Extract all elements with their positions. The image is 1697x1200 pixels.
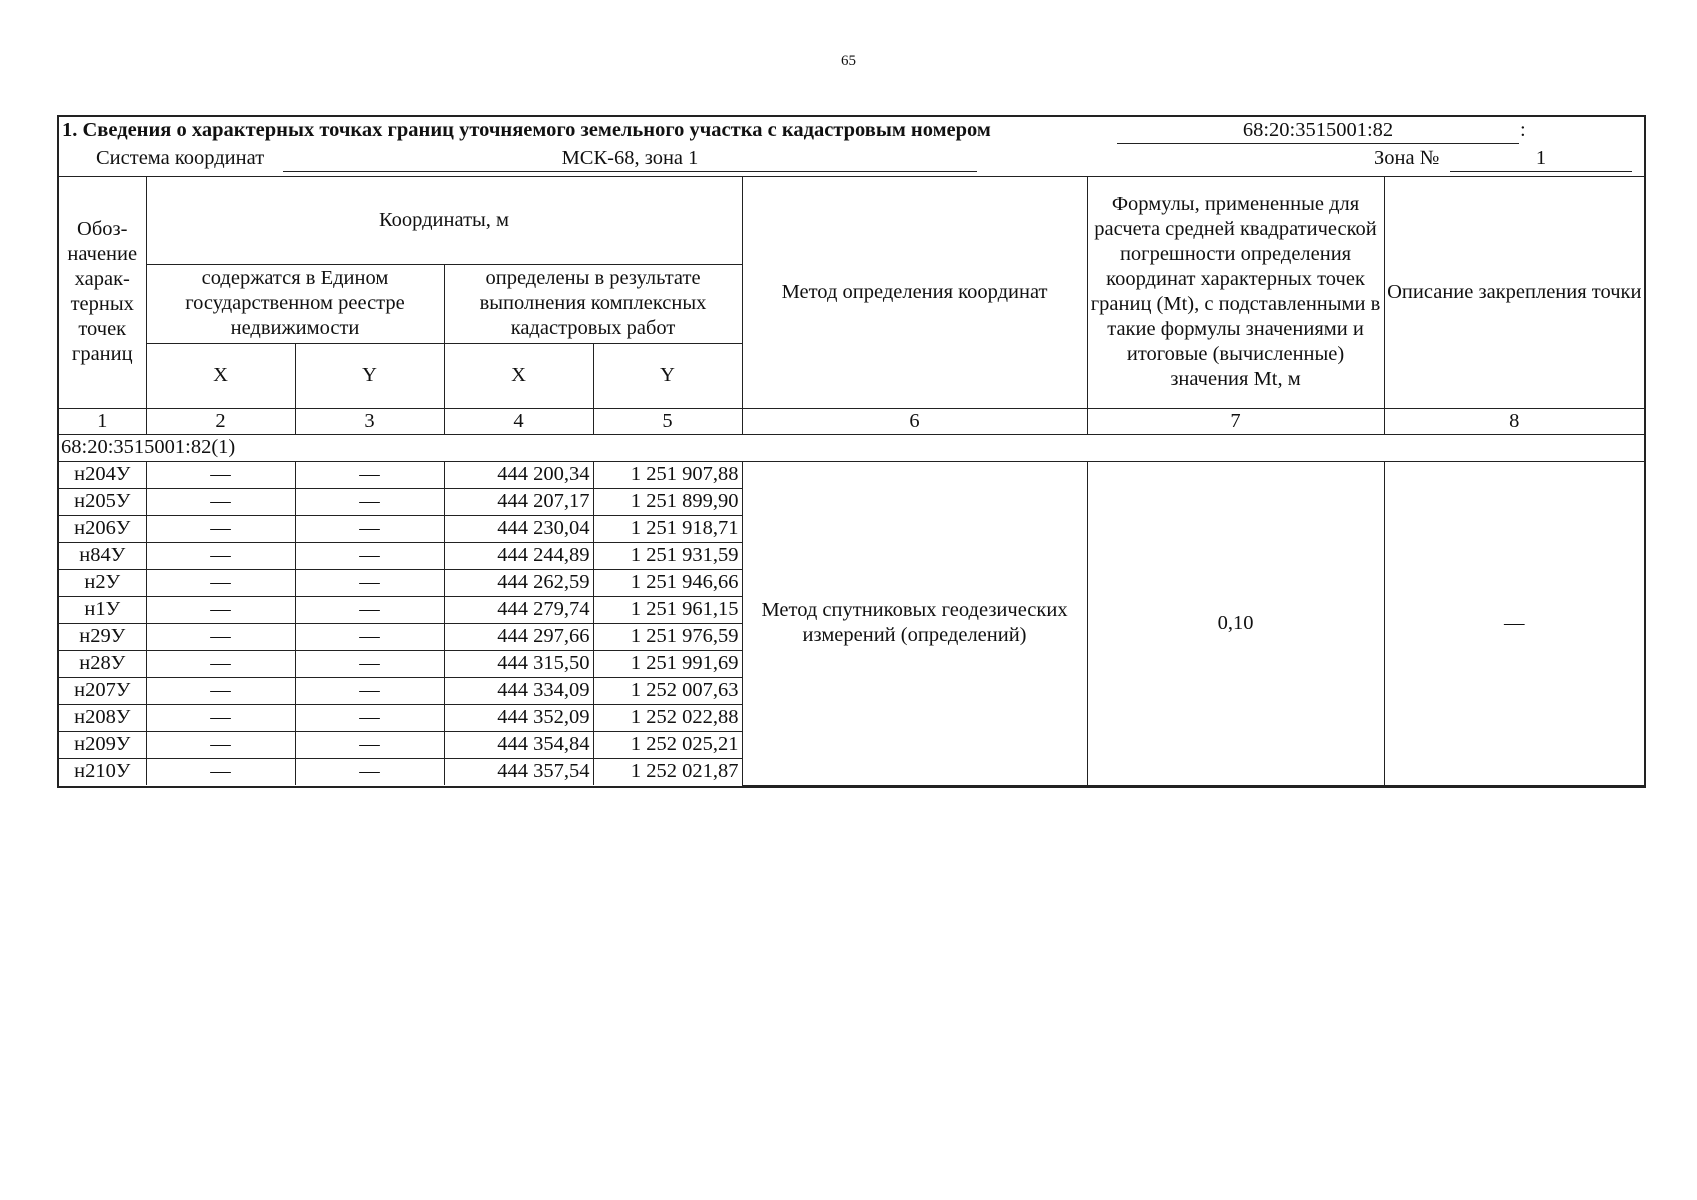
- cadastral-number-colon: :: [1520, 119, 1526, 141]
- x-coordinate: 444 334,09: [444, 677, 593, 704]
- kkr-coordinates-header: определены в результате выполнения комплексных кадастровых работ: [444, 264, 742, 343]
- y-coordinate: 1 252 007,63: [593, 677, 742, 704]
- boundary-points-table: [59, 177, 1644, 786]
- column-number: 7: [1087, 408, 1384, 434]
- egrn-x-value: —: [146, 758, 295, 785]
- point-name: н210У: [59, 758, 146, 785]
- y-coordinate: 1 252 022,88: [593, 704, 742, 731]
- section-title: 1. Сведения о характерных точках границ уточняемого земельного участка с кадастровым номером: [62, 119, 991, 141]
- egrn-y-value: —: [295, 569, 444, 596]
- egrn-x-value: —: [146, 515, 295, 542]
- point-name: н208У: [59, 704, 146, 731]
- x-coordinate: 444 352,09: [444, 704, 593, 731]
- column-number: 8: [1384, 408, 1644, 434]
- y-coordinate: 1 251 899,90: [593, 488, 742, 515]
- method-value: Метод спутниковых геодезических измерений (определений): [742, 461, 1087, 785]
- egrn-x-value: —: [146, 704, 295, 731]
- kkr-y-header: Y: [593, 343, 742, 408]
- y-coordinate: 1 251 976,59: [593, 623, 742, 650]
- x-coordinate: 444 262,59: [444, 569, 593, 596]
- column-number: 1: [59, 408, 146, 434]
- egrn-x-value: —: [146, 623, 295, 650]
- point-name: н1У: [59, 596, 146, 623]
- table-row: [59, 461, 1644, 488]
- x-coordinate: 444 357,54: [444, 758, 593, 785]
- egrn-x-value: —: [146, 596, 295, 623]
- zone-value: 1: [1450, 145, 1632, 172]
- point-name: н204У: [59, 461, 146, 488]
- x-coordinate: 444 230,04: [444, 515, 593, 542]
- column-number: 2: [146, 408, 295, 434]
- y-coordinate: 1 251 991,69: [593, 650, 742, 677]
- description-value: —: [1384, 461, 1644, 785]
- y-coordinate: 1 252 025,21: [593, 731, 742, 758]
- kkr-x-header: X: [444, 343, 593, 408]
- egrn-y-value: —: [295, 542, 444, 569]
- x-coordinate: 444 207,17: [444, 488, 593, 515]
- egrn-y-value: —: [295, 758, 444, 785]
- egrn-y-value: —: [295, 623, 444, 650]
- egrn-x-value: —: [146, 731, 295, 758]
- cadastral-number: 68:20:3515001:82: [1117, 117, 1519, 144]
- egrn-x-value: —: [146, 677, 295, 704]
- point-name: н206У: [59, 515, 146, 542]
- egrn-y-value: —: [295, 731, 444, 758]
- egrn-x-value: —: [146, 488, 295, 515]
- egrn-y-value: —: [295, 596, 444, 623]
- x-coordinate: 444 244,89: [444, 542, 593, 569]
- egrn-x-value: —: [146, 569, 295, 596]
- point-designation-header: Обоз- начение харак- терных точек границ: [59, 177, 146, 408]
- form-header: [59, 117, 1644, 177]
- zone-label: Зона №: [1374, 147, 1440, 169]
- formula-header: Формулы, примененные для расчета средней квадратической погрешности определения координат характерных точек границ (Mt), с подставленными в такие формулы значениями и итоговые (вычисленные) значения Mt, м: [1087, 177, 1384, 408]
- egrn-y-value: —: [295, 677, 444, 704]
- egrn-y-value: —: [295, 515, 444, 542]
- egrn-y-value: —: [295, 650, 444, 677]
- y-coordinate: 1 252 021,87: [593, 758, 742, 785]
- page-number: 65: [841, 53, 856, 69]
- point-name: н28У: [59, 650, 146, 677]
- egrn-coordinates-header: содержатся в Едином государственном реестре недвижимости: [146, 264, 444, 343]
- point-name: н209У: [59, 731, 146, 758]
- y-coordinate: 1 251 961,15: [593, 596, 742, 623]
- column-number: 5: [593, 408, 742, 434]
- point-name: н84У: [59, 542, 146, 569]
- y-coordinate: 1 251 918,71: [593, 515, 742, 542]
- mt-value: 0,10: [1087, 461, 1384, 785]
- egrn-x-value: —: [146, 461, 295, 488]
- y-coordinate: 1 251 931,59: [593, 542, 742, 569]
- egrn-x-value: —: [146, 542, 295, 569]
- egrn-y-value: —: [295, 461, 444, 488]
- coord-system-value: МСК-68, зона 1: [283, 145, 977, 172]
- coordinates-header: Координаты, м: [146, 177, 742, 264]
- boundary-points-form: [57, 115, 1646, 788]
- egrn-y-header: Y: [295, 343, 444, 408]
- column-number: 6: [742, 408, 1087, 434]
- x-coordinate: 444 279,74: [444, 596, 593, 623]
- x-coordinate: 444 200,34: [444, 461, 593, 488]
- point-name: н207У: [59, 677, 146, 704]
- egrn-x-value: —: [146, 650, 295, 677]
- x-coordinate: 444 297,66: [444, 623, 593, 650]
- point-name: н2У: [59, 569, 146, 596]
- description-header: Описание закрепления точки: [1384, 177, 1644, 408]
- egrn-y-value: —: [295, 488, 444, 515]
- x-coordinate: 444 315,50: [444, 650, 593, 677]
- parcel-section-label: 68:20:3515001:82(1): [59, 434, 1644, 461]
- method-header: Метод определения координат: [742, 177, 1087, 408]
- column-number: 3: [295, 408, 444, 434]
- coord-system-label: Система координат: [96, 147, 265, 169]
- egrn-x-header: X: [146, 343, 295, 408]
- point-name: н29У: [59, 623, 146, 650]
- egrn-y-value: —: [295, 704, 444, 731]
- x-coordinate: 444 354,84: [444, 731, 593, 758]
- y-coordinate: 1 251 946,66: [593, 569, 742, 596]
- y-coordinate: 1 251 907,88: [593, 461, 742, 488]
- point-name: н205У: [59, 488, 146, 515]
- column-number: 4: [444, 408, 593, 434]
